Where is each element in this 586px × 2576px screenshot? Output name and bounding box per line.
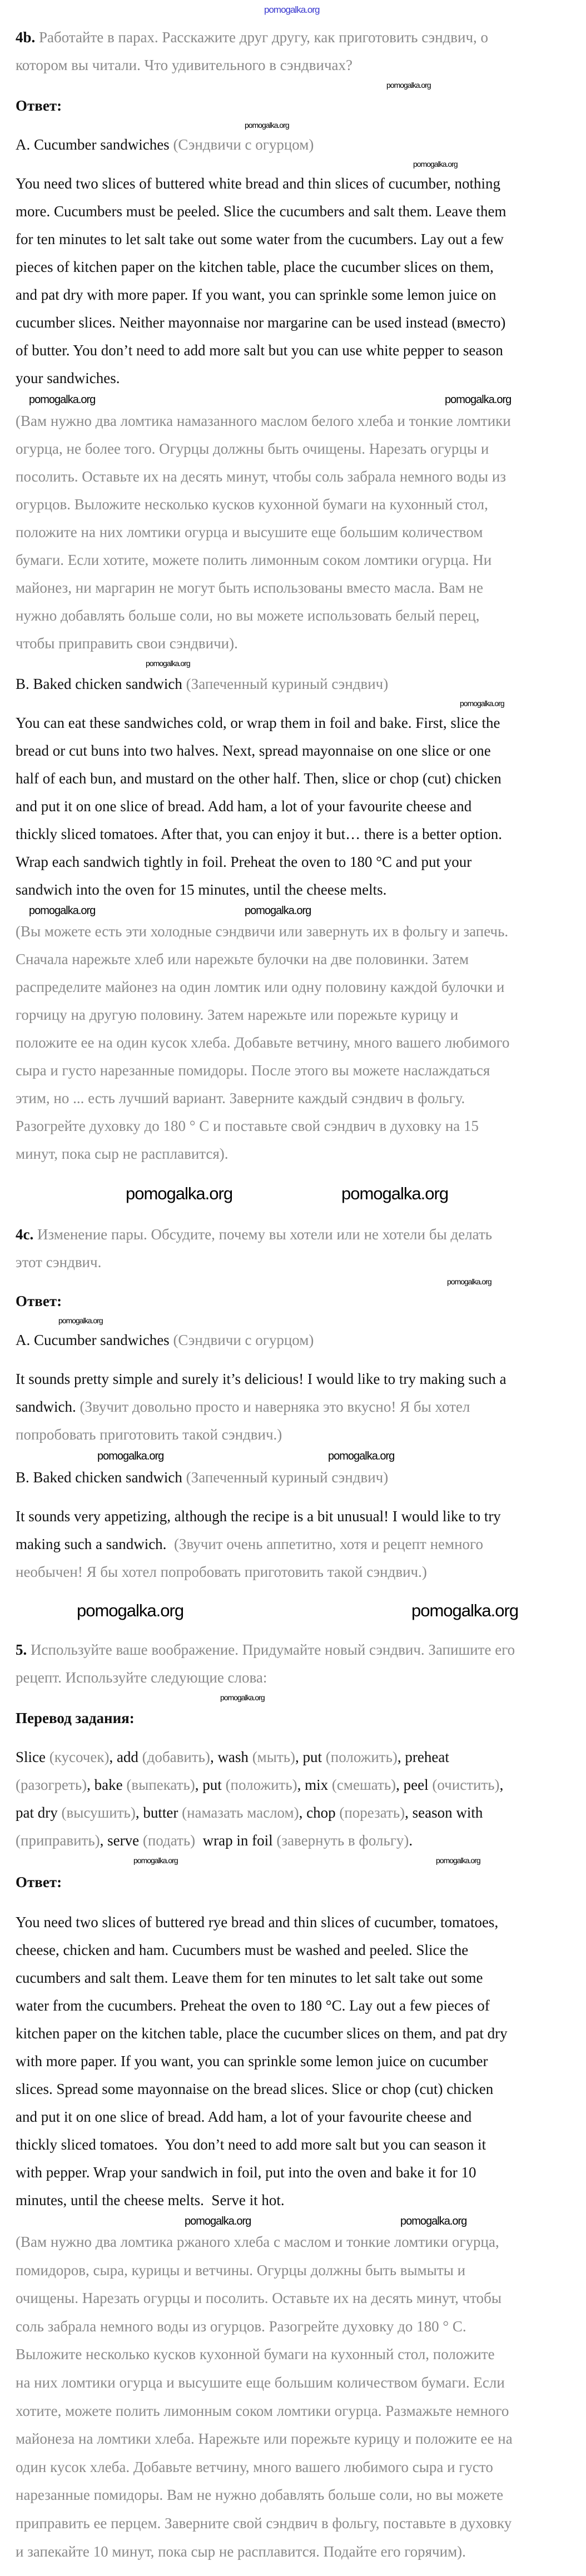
text-line	[16, 1287, 62, 1315]
text-line	[16, 1704, 135, 1732]
text-line	[16, 1084, 509, 1112]
english-text: , chop	[299, 1804, 340, 1821]
watermark: pomogalka.org	[185, 2215, 251, 2227]
heading-4c-b	[16, 1463, 388, 1491]
task-4c	[16, 1220, 492, 1276]
russian-translation: приправить ее перцем. Заверните свой сэндвич в фольгу, поставьте в духовку	[16, 2514, 512, 2532]
text-line	[16, 2397, 513, 2425]
english-text: thickly sliced tomatoes. After that, you can enjoy it but… there is a better option.	[16, 826, 503, 842]
text-line	[16, 1463, 388, 1491]
text-line	[16, 2425, 513, 2453]
english-text: water from the cucumbers. Preheat the oven to 180 °C. Lay out a few pieces of	[16, 1997, 490, 2014]
russian-translation: сыра и густо нарезанные помидоры. После этого вы можете наслаждаться	[16, 1062, 490, 1079]
text-line	[16, 2312, 513, 2341]
text-line	[16, 253, 506, 281]
text-line	[16, 463, 511, 490]
watermark: pomogalka.org	[58, 1316, 103, 1325]
heading-4b-b	[16, 670, 388, 698]
text-line	[16, 1220, 492, 1248]
russian-translation: (намазать маслом)	[182, 1804, 299, 1821]
text-line	[16, 2019, 508, 2047]
text-line	[16, 309, 506, 336]
russian-translation: Работайте в парах. Расскажите друг другу, как приготовить сэндвич, о	[39, 29, 489, 46]
english-text: of butter. You don’t need to add more salt but you can use white pepper to season	[16, 342, 503, 359]
watermark: pomogalka.org	[411, 1601, 519, 1620]
english-text: pieces of kitchen paper on the kitchen table, place the cucumber slices on them,	[16, 259, 494, 275]
text-line	[16, 2158, 508, 2186]
text-line	[16, 2186, 508, 2214]
text-line	[16, 336, 506, 364]
text-line	[16, 2453, 513, 2481]
russian-translation: (кусочек)	[49, 1749, 110, 1765]
text-line	[16, 1664, 515, 1691]
russian-translation: (разогреть)	[16, 1776, 87, 1793]
text-line	[16, 1001, 509, 1029]
translation-4b-b	[16, 917, 509, 1168]
russian-translation: на них ломтики огурца и высушите еще большим количеством бумаги. Если	[16, 2374, 505, 2391]
translation-label-5	[16, 1704, 135, 1732]
russian-translation: (добавить)	[142, 1749, 210, 1765]
russian-translation: минут, пока сыр не расплавится).	[16, 1145, 229, 1162]
text-line	[16, 407, 511, 435]
text-line	[16, 225, 506, 253]
english-text: , bake	[87, 1776, 127, 1793]
english-text: , butter	[135, 1804, 182, 1821]
task-4b	[16, 23, 488, 79]
english-text: Slice	[16, 1749, 49, 1765]
text-4b-b	[16, 709, 502, 904]
russian-translation: (приправить)	[16, 1832, 100, 1849]
text-line	[16, 1799, 503, 1826]
watermark: pomogalka.org	[245, 905, 311, 917]
english-text: with pepper. Wrap your sandwich in foil, put into the oven and bake it for 10	[16, 2164, 476, 2181]
watermark: pomogalka.org	[220, 1693, 265, 1702]
russian-translation: помидоров, сыра, курицы и ветчины. Огурцы должны быть вымыты и	[16, 2261, 466, 2279]
russian-translation: необычен! Я бы хотел попробовать приготовить такой сэндвич.)	[16, 1564, 427, 1580]
english-text: and put it on one slice of bread. Add ham, a lot of your favourite cheese and	[16, 2108, 472, 2125]
heading-label: 5.	[16, 1641, 31, 1658]
text-line	[16, 2481, 513, 2509]
text-line	[16, 281, 506, 309]
russian-translation: (Звучит довольно просто и наверняка это вкусно! Я бы хотел	[80, 1398, 470, 1415]
russian-translation: (очистить)	[432, 1776, 500, 1793]
russian-translation: этот сэндвич.	[16, 1254, 102, 1270]
russian-translation: рецепт. Используйте следующие слова:	[16, 1669, 267, 1686]
text-line	[16, 197, 506, 225]
russian-translation: (высушить)	[61, 1804, 136, 1821]
english-text: It sounds pretty simple and surely it’s delicious! I would like to try making such a	[16, 1371, 506, 1387]
text-line	[16, 629, 511, 657]
russian-translation: (положить)	[225, 1776, 297, 1793]
heading-label: 4c.	[16, 1226, 37, 1243]
watermark: pomogalka.org	[400, 2215, 467, 2227]
text-line	[16, 1908, 508, 1936]
watermark: pomogalka.org	[386, 81, 431, 90]
english-text: half of each bun, and mustard on the other half. Then, slice or chop (cut) chicken	[16, 770, 501, 787]
text-line	[16, 945, 509, 973]
text-line	[16, 1393, 506, 1421]
english-text: minutes, until the cheese melts. Serve it hot.	[16, 2192, 285, 2208]
english-text: slices. Spread some mayonnaise on the bread slices. Slice or chop (cut) chicken	[16, 2081, 494, 2097]
russian-translation: (смешать)	[331, 1776, 396, 1793]
text-line	[16, 131, 314, 158]
english-text: , serve	[100, 1832, 143, 1849]
english-text: , preheat	[397, 1749, 449, 1765]
text-line	[16, 2538, 513, 2566]
heading-label: Ответ:	[16, 1293, 62, 1309]
text-4c-b	[16, 1502, 501, 1586]
text-line	[16, 2131, 508, 2158]
english-text: wrap in foil	[195, 1832, 277, 1849]
russian-translation: котором вы читали. Что удивительного в сэндвичах?	[16, 57, 353, 73]
text-line	[16, 518, 511, 546]
translation-5	[16, 2228, 513, 2565]
english-text: for ten minutes to let salt take out some water from the cucumbers. Lay out a few	[16, 231, 504, 247]
text-line	[16, 1992, 508, 2019]
english-text: and put it on one slice of bread. Add ham, a lot of your favourite cheese and	[16, 798, 472, 815]
russian-translation: (мыть)	[252, 1749, 296, 1765]
english-text: You need two slices of buttered white bread and thin slices of cucumber, nothing	[16, 175, 500, 192]
english-text: B. Baked chicken sandwich	[16, 1469, 186, 1486]
translation-4b-a	[16, 407, 511, 657]
watermark: pomogalka.org	[126, 1184, 233, 1203]
english-text: B. Baked chicken sandwich	[16, 676, 186, 692]
watermark: pomogalka.org	[460, 699, 504, 708]
text-line	[16, 848, 502, 876]
text-line	[16, 737, 502, 765]
english-text: .	[409, 1832, 413, 1849]
watermark: pomogalka.org	[245, 121, 289, 130]
russian-translation: (выпекать)	[126, 1776, 195, 1793]
text-line	[16, 1936, 508, 1964]
russian-translation: (положить)	[325, 1749, 398, 1765]
text-line	[16, 92, 62, 120]
english-text: sandwich into the oven for 15 minutes, until the cheese melts.	[16, 881, 387, 898]
russian-translation: (завернуть в фольгу)	[276, 1832, 409, 1849]
english-text: A. Cucumber sandwiches	[16, 1332, 173, 1348]
russian-translation: майонез, ни маргарин не могут быть использованы вместо масла. Вам не	[16, 579, 483, 596]
russian-translation: (Запеченный куриный сэндвич)	[186, 676, 389, 692]
text-line	[16, 709, 502, 737]
russian-translation: (Звучит очень аппетитно, хотя и рецепт немного	[173, 1536, 483, 1552]
russian-translation: (Вы можете есть эти холодные сэндвичи или завернуть их в фольгу и запечь.	[16, 923, 509, 940]
english-text: kitchen paper on the kitchen table, place the cucumber slices on them, and pat dry	[16, 2025, 508, 2042]
watermark: pomogalka.org	[447, 1277, 491, 1286]
text-line	[16, 765, 502, 792]
site-link[interactable]: pomogalka.org	[264, 4, 320, 15]
english-text: cheese, chicken and ham. Cucumbers must be washed and peeled. Slice the	[16, 1942, 469, 1958]
text-line	[16, 2047, 508, 2075]
english-text: thickly sliced tomatoes. You don’t need to add more salt but you can season it	[16, 2136, 486, 2153]
text-line	[16, 1530, 501, 1558]
text-line	[16, 1326, 314, 1354]
russian-translation: очищены. Нарезать огурцы и посолить. Оставьте их на десять минут, чтобы	[16, 2290, 502, 2307]
text-line	[16, 1056, 509, 1084]
russian-translation: этим, но ... есть лучший вариант. Заверните каждый сэндвич в фольгу.	[16, 1090, 465, 1106]
english-text: , wash	[210, 1749, 252, 1765]
russian-translation: (Запеченный куриный сэндвич)	[186, 1469, 389, 1486]
watermark: pomogalka.org	[133, 1856, 178, 1865]
russian-translation: Изменение пары. Обсудите, почему вы хотели или не хотели бы делать	[37, 1226, 493, 1243]
text-line	[16, 2369, 513, 2397]
english-text: sandwich.	[16, 1398, 80, 1415]
text-line	[16, 1964, 508, 1992]
english-text: , mix	[297, 1776, 332, 1793]
russian-translation: чтобы приправить свои сэндвичи).	[16, 635, 238, 652]
text-line	[16, 602, 511, 629]
text-line	[16, 1636, 515, 1664]
watermark: pomogalka.org	[436, 1856, 480, 1865]
answer-label-4c	[16, 1287, 62, 1315]
russian-translation: Выложите несколько кусков кухонной бумаги на кухонный стол, положите	[16, 2346, 495, 2363]
russian-translation: Разогрейте духовку до 180 ° С и поставьте свой сэндвич в духовку на 15	[16, 1118, 479, 1134]
english-text: A. Cucumber sandwiches	[16, 136, 173, 153]
text-line	[16, 973, 509, 1001]
text-line	[16, 170, 506, 197]
heading-label: Ответ:	[16, 1874, 62, 1890]
watermark: pomogalka.org	[445, 394, 511, 406]
answer-label-4b	[16, 92, 62, 120]
text-line	[16, 435, 511, 463]
russian-translation: (Вам нужно два ломтика ржаного хлеба с маслом и тонкие ломтики огурца,	[16, 2233, 499, 2250]
text-line	[16, 23, 488, 51]
english-text: bread or cut buns into two halves. Next, spread mayonnaise on one slice or one	[16, 742, 491, 759]
text-line	[16, 490, 511, 518]
english-text: and pat dry with more paper. If you want, you can sprinkle some lemon juice on	[16, 286, 496, 303]
watermark: pomogalka.org	[341, 1184, 449, 1203]
english-text: making such a sandwich.	[16, 1536, 174, 1552]
watermark: pomogalka.org	[29, 394, 96, 406]
text-line	[16, 1421, 506, 1448]
text-line	[16, 1826, 503, 1854]
task-5	[16, 1636, 515, 1691]
text-line	[16, 2228, 513, 2256]
russian-translation: (Вам нужно два ломтика намазанного маслом белого хлеба и тонкие ломтики	[16, 413, 511, 429]
word-list-5	[16, 1743, 503, 1854]
english-text: , peel	[396, 1776, 433, 1793]
english-text: , put	[295, 1749, 326, 1765]
heading-4b-a	[16, 131, 314, 158]
watermark: pomogalka.org	[328, 1450, 395, 1462]
text-line	[16, 51, 488, 79]
text-line	[16, 1558, 501, 1586]
watermark: pomogalka.org	[146, 659, 190, 668]
english-text: cucumber slices. Neither mayonnaise nor margarine can be used instead (вместо)	[16, 314, 506, 331]
english-text: It sounds very appetizing, although the recipe is a bit unusual! I would like to try	[16, 1508, 501, 1525]
text-line	[16, 1248, 492, 1276]
text-line	[16, 546, 511, 574]
watermark: pomogalka.org	[97, 1450, 164, 1462]
english-text: You need two slices of buttered rye bread and thin slices of cucumber, tomatoes,	[16, 1914, 499, 1930]
russian-translation: бумаги. Если хотите, можете полить лимонным соком ломтики огурца. Ни	[16, 552, 492, 568]
text-line	[16, 1771, 503, 1799]
text-line	[16, 1365, 506, 1393]
text-line	[16, 670, 388, 698]
russian-translation: нарезанные помидоры. Вам не нужно добавлять больше соли, но вы можете	[16, 2486, 504, 2504]
text-line	[16, 574, 511, 602]
russian-translation: Сначала нарежьте хлеб или нарежьте булочки на две половинки. Затем	[16, 951, 469, 967]
russian-translation: (Сэндвичи с огурцом)	[173, 136, 314, 153]
russian-translation: попробовать приготовить такой сэндвич.)	[16, 1426, 282, 1443]
heading-4c-a	[16, 1326, 314, 1354]
text-line	[16, 2075, 508, 2103]
text-line	[16, 1502, 501, 1530]
watermark: pomogalka.org	[77, 1601, 184, 1620]
russian-translation: положите на них ломтики огурца и высушите еще большим количеством	[16, 524, 483, 540]
english-text: Wrap each sandwich tightly in foil. Preheat the oven to 180 °C and put your	[16, 853, 472, 870]
russian-translation: один кусок хлеба. Добавьте ветчину, много вашего любимого сыра и густо	[16, 2458, 493, 2475]
english-text: cucumbers and salt them. Leave them for ten minutes to let salt take out some	[16, 1969, 483, 1986]
text-line	[16, 876, 502, 904]
russian-translation: распределите майонез на один ломтик или одну половину каждой булочки и	[16, 979, 505, 995]
russian-translation: (порезать)	[339, 1804, 405, 1821]
text-line	[16, 1868, 62, 1896]
russian-translation: огурца, не более того. Огурцы должны быть очищены. Нарезать огурцы и	[16, 440, 489, 457]
text-4b-a	[16, 170, 506, 392]
text-line	[16, 2256, 513, 2285]
english-text: your sandwiches.	[16, 370, 120, 386]
text-line	[16, 792, 502, 820]
russian-translation: положите ее на один кусок хлеба. Добавьте ветчину, много вашего любимого	[16, 1034, 510, 1051]
english-text: more. Cucumbers must be peeled. Slice the cucumbers and salt them. Leave them	[16, 203, 506, 220]
russian-translation: хотите, можете полить лимонным соком ломтики огурца. Размажьте немного	[16, 2402, 509, 2419]
russian-translation: посолить. Оставьте их на десять минут, чтобы соль забрала немного воды из	[16, 468, 506, 485]
english-text: , season with	[405, 1804, 483, 1821]
russian-translation: огурцов. Выложите несколько кусков кухонной бумаги на кухонный стол,	[16, 496, 488, 513]
english-text: , add	[109, 1749, 142, 1765]
text-line	[16, 917, 509, 945]
watermark: pomogalka.org	[29, 905, 96, 917]
russian-translation: соль забрала немного воды из огурцов. Разогрейте духовку до 180 ° С.	[16, 2317, 466, 2335]
text-line	[16, 1140, 509, 1168]
english-text: ,	[499, 1776, 504, 1793]
russian-translation: и запекайте 10 минут, пока сыр не расплавится. Подайте его горячим).	[16, 2543, 466, 2560]
english-text: You can eat these sandwiches cold, or wrap them in foil and bake. First, slice the	[16, 714, 500, 731]
russian-translation: (подать)	[142, 1832, 196, 1849]
text-line	[16, 820, 502, 848]
watermark: pomogalka.org	[413, 160, 458, 168]
russian-translation: горчицу на другую половину. Затем нарежьте или порежьте курицу и	[16, 1006, 459, 1023]
text-line	[16, 1029, 509, 1056]
text-line	[16, 2103, 508, 2131]
text-line	[16, 2284, 513, 2312]
text-line	[16, 2340, 513, 2369]
text-line	[16, 2509, 513, 2538]
text-line	[16, 364, 506, 392]
text-5	[16, 1908, 508, 2214]
russian-translation: (Сэндвичи с огурцом)	[173, 1332, 314, 1348]
english-text: , put	[195, 1776, 226, 1793]
english-text: pat dry	[16, 1804, 62, 1821]
heading-label: Перевод задания:	[16, 1710, 135, 1726]
text-line	[16, 1112, 509, 1140]
answer-label-5	[16, 1868, 62, 1896]
russian-translation: майонеза на ломтики хлеба. Нарежьте или порежьте курицу и положите ее на	[16, 2430, 513, 2448]
text-line	[16, 1743, 503, 1771]
heading-label: 4b.	[16, 29, 39, 46]
text-4c-a	[16, 1365, 506, 1448]
russian-translation: нужно добавлять больше соли, но вы можете использовать белый перец,	[16, 607, 480, 624]
english-text: with more paper. If you want, you can sprinkle some lemon juice on cucumber	[16, 2053, 488, 2069]
russian-translation: Используйте ваше воображение. Придумайте новый сэндвич. Запишите его	[31, 1641, 515, 1658]
heading-label: Ответ:	[16, 97, 62, 114]
